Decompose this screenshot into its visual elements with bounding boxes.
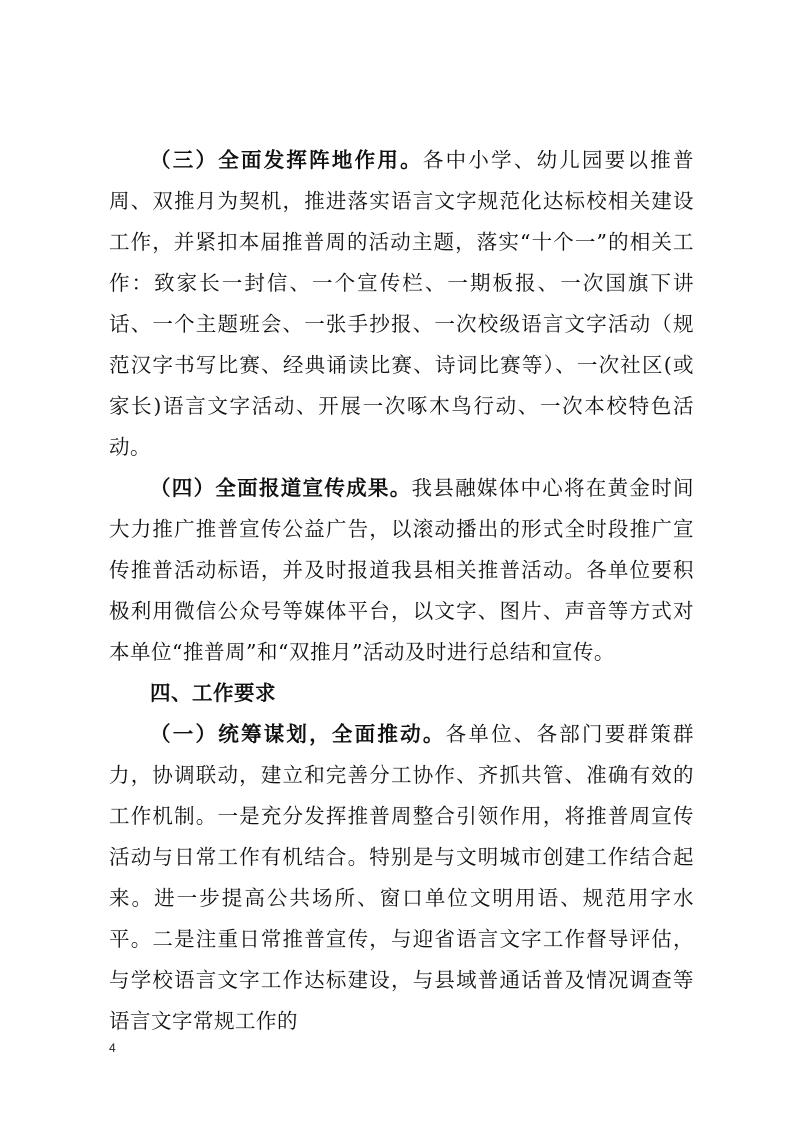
paragraph-lead: （一）统筹谋划，全面推动。 (150, 722, 446, 746)
paragraph-text: 我县融媒体中心将在黄金时间大力推广推普宣传公益广告，以滚动播出的形式全时段推广宣传推普活动标语，并及时报道我县相关推普活动。各单位要积极利用微信公众号等媒体平台，以文字、图片、声音等方式对本单位“推普周”和“双推月”活动及时进行总结和宣传。 (109, 476, 694, 664)
paragraph-positions (109, 140, 694, 468)
paragraph-lead: （三）全面发挥阵地作用。 (150, 148, 423, 172)
page-number: 4 (109, 1041, 116, 1055)
paragraph-text: 各单位、各部门要群策群力，协调联动，建立和完善分工协作、齐抓共管、准确有效的工作机制。一是充分发挥推普周整合引领作用，将推普周宣传活动与日常工作有机结合。特别是与文明城市创建工作结合起来。进一步提高公共场所、窗口单位文明用语、规范用字水平。二是注重日常推普宣传，与迎省语言文字工作督导评估，与学校语言文字工作达标建设，与县域普通话普及情况调查等语言文字常规工作的 (109, 722, 695, 1033)
paragraph-planning (109, 714, 694, 1042)
paragraph-text: 各中小学、幼儿园要以推普周、双推月为契机，推进落实语言文字规范化达标校相关建设工作，并紧扣本届推普周的活动主题，落实“十个一”的相关工作：致家长一封信、一个宣传栏、一期板报、一次国旗下讲话、一个主题班会、一张手抄报、一次校级语言文字活动（规范汉字书写比赛、经典诵读比赛、诗词比赛等）、一次社区(或家长)语言文字活动、开展一次啄木鸟行动、一次本校特色活动。 (109, 148, 695, 459)
document-body (109, 140, 694, 1042)
section-heading: 四、工作要求 (150, 681, 276, 705)
paragraph-lead: （四）全面报道宣传成果。 (150, 476, 412, 500)
paragraph-publicity (109, 468, 694, 673)
